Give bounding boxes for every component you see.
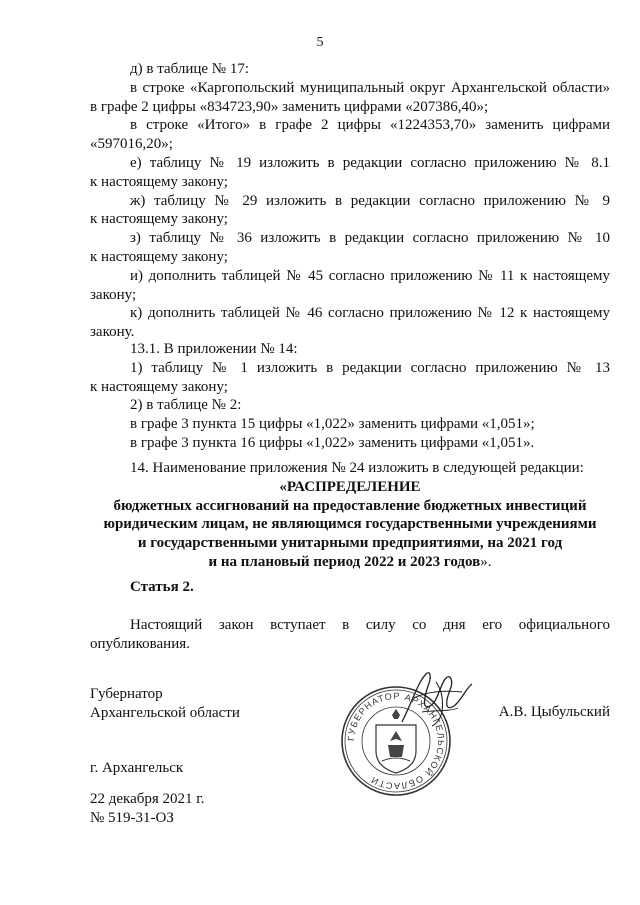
item-d: д) в таблице № 17: bbox=[130, 61, 250, 77]
heading-closing-quote: ». bbox=[480, 553, 492, 570]
page-number: 5 bbox=[316, 35, 324, 50]
heading-line-4: и государственными унитарными предприятиями, на 2021 год bbox=[137, 535, 563, 552]
heading-line-1: «РАСПРЕДЕЛЕНИЕ bbox=[279, 478, 421, 495]
handwritten-signature bbox=[392, 662, 482, 732]
item-1-line-1: 1) таблицу № 1 изложить в редакции согласно приложению № 13 bbox=[130, 359, 610, 376]
heading-line-3: юридическим лицам, не являющимся государственными учреждениями bbox=[103, 516, 597, 533]
date: 22 декабря 2021 г. bbox=[90, 791, 205, 807]
item-e-line-1: е) таблицу № 19 изложить в редакции согласно приложению № 8.1 bbox=[130, 154, 610, 171]
article-2 bbox=[90, 578, 610, 597]
item-zh-line-1: ж) таблицу № 29 изложить в редакции согласно приложению № 9 bbox=[130, 192, 610, 209]
signatory-position bbox=[90, 685, 240, 723]
article-2-line-2: опубликования. bbox=[90, 635, 190, 652]
heading-line-5-text: и на плановый период 2022 и 2023 годов bbox=[208, 553, 481, 570]
heading-line-2: бюджетных ассигнований на предоставление бюджетных инвестиций bbox=[113, 497, 587, 514]
article-2-title: Статья 2. bbox=[130, 579, 194, 595]
item-i-line-1: и) дополнить таблицей № 45 согласно приложению № 11 к настоящему bbox=[130, 267, 610, 284]
position-line-1: Губернатор bbox=[90, 686, 163, 702]
position-line-2: Архангельской области bbox=[90, 704, 240, 721]
kargopol-line-2: в графе 2 цифры «834723,90» заменить цифрами «207386,40»; bbox=[90, 98, 489, 115]
kargopol-line-1: в строке «Каргопольский муниципальный округ Архангельской области» bbox=[130, 79, 610, 96]
law-number: № 519-31-ОЗ bbox=[90, 809, 174, 826]
item-k-line-1: к) дополнить таблицей № 46 согласно приложению № 12 к настоящему bbox=[130, 305, 610, 322]
itogo-line-1: в строке «Итого» в графе 2 цифры «1224353,70» заменить цифрами bbox=[130, 117, 610, 134]
item-z-line-2: к настоящему закону; bbox=[90, 248, 228, 265]
item-zh-line-2: к настоящему закону; bbox=[90, 211, 228, 228]
section-13-1-title: 13.1. В приложении № 14: bbox=[130, 341, 298, 357]
amendments-appendix-14 bbox=[90, 340, 610, 453]
item-2-line-b: в графе 3 пункта 16 цифры «1,022» заменить цифрами «1,051». bbox=[130, 434, 535, 451]
issue-details bbox=[90, 790, 205, 828]
article-2-line-1: Настоящий закон вступает в силу со дня его официального bbox=[130, 617, 610, 633]
item-z-line-1: з) таблицу № 36 изложить в редакции согласно приложению № 10 bbox=[130, 230, 610, 247]
item-2-line-a: в графе 3 пункта 15 цифры «1,022» заменить цифрами «1,051»; bbox=[130, 416, 535, 433]
section-14-intro: 14. Наименование приложения № 24 изложить в следующей редакции: bbox=[130, 460, 584, 476]
item-k-line-2: закону. bbox=[90, 324, 135, 341]
seal-text: ГУБЕРНАТОР АРХАНГЕЛЬСКОЙ ОБЛАСТИ bbox=[345, 690, 447, 792]
place: г. Архангельск bbox=[90, 760, 184, 776]
signatory-name: А.В. Цыбульский bbox=[498, 704, 610, 720]
item-e-line-2: к настоящему закону; bbox=[90, 173, 228, 190]
item-2: 2) в таблице № 2: bbox=[130, 397, 242, 414]
amendments-table-17 bbox=[90, 60, 610, 342]
article-2-body bbox=[90, 616, 610, 654]
heading-line-5 bbox=[90, 553, 610, 572]
amendment-appendix-24 bbox=[90, 459, 610, 572]
itogo-line-2: «597016,20»; bbox=[90, 136, 173, 153]
item-i-line-2: закону; bbox=[90, 286, 137, 303]
item-1-line-2: к настоящему закону; bbox=[90, 378, 228, 395]
